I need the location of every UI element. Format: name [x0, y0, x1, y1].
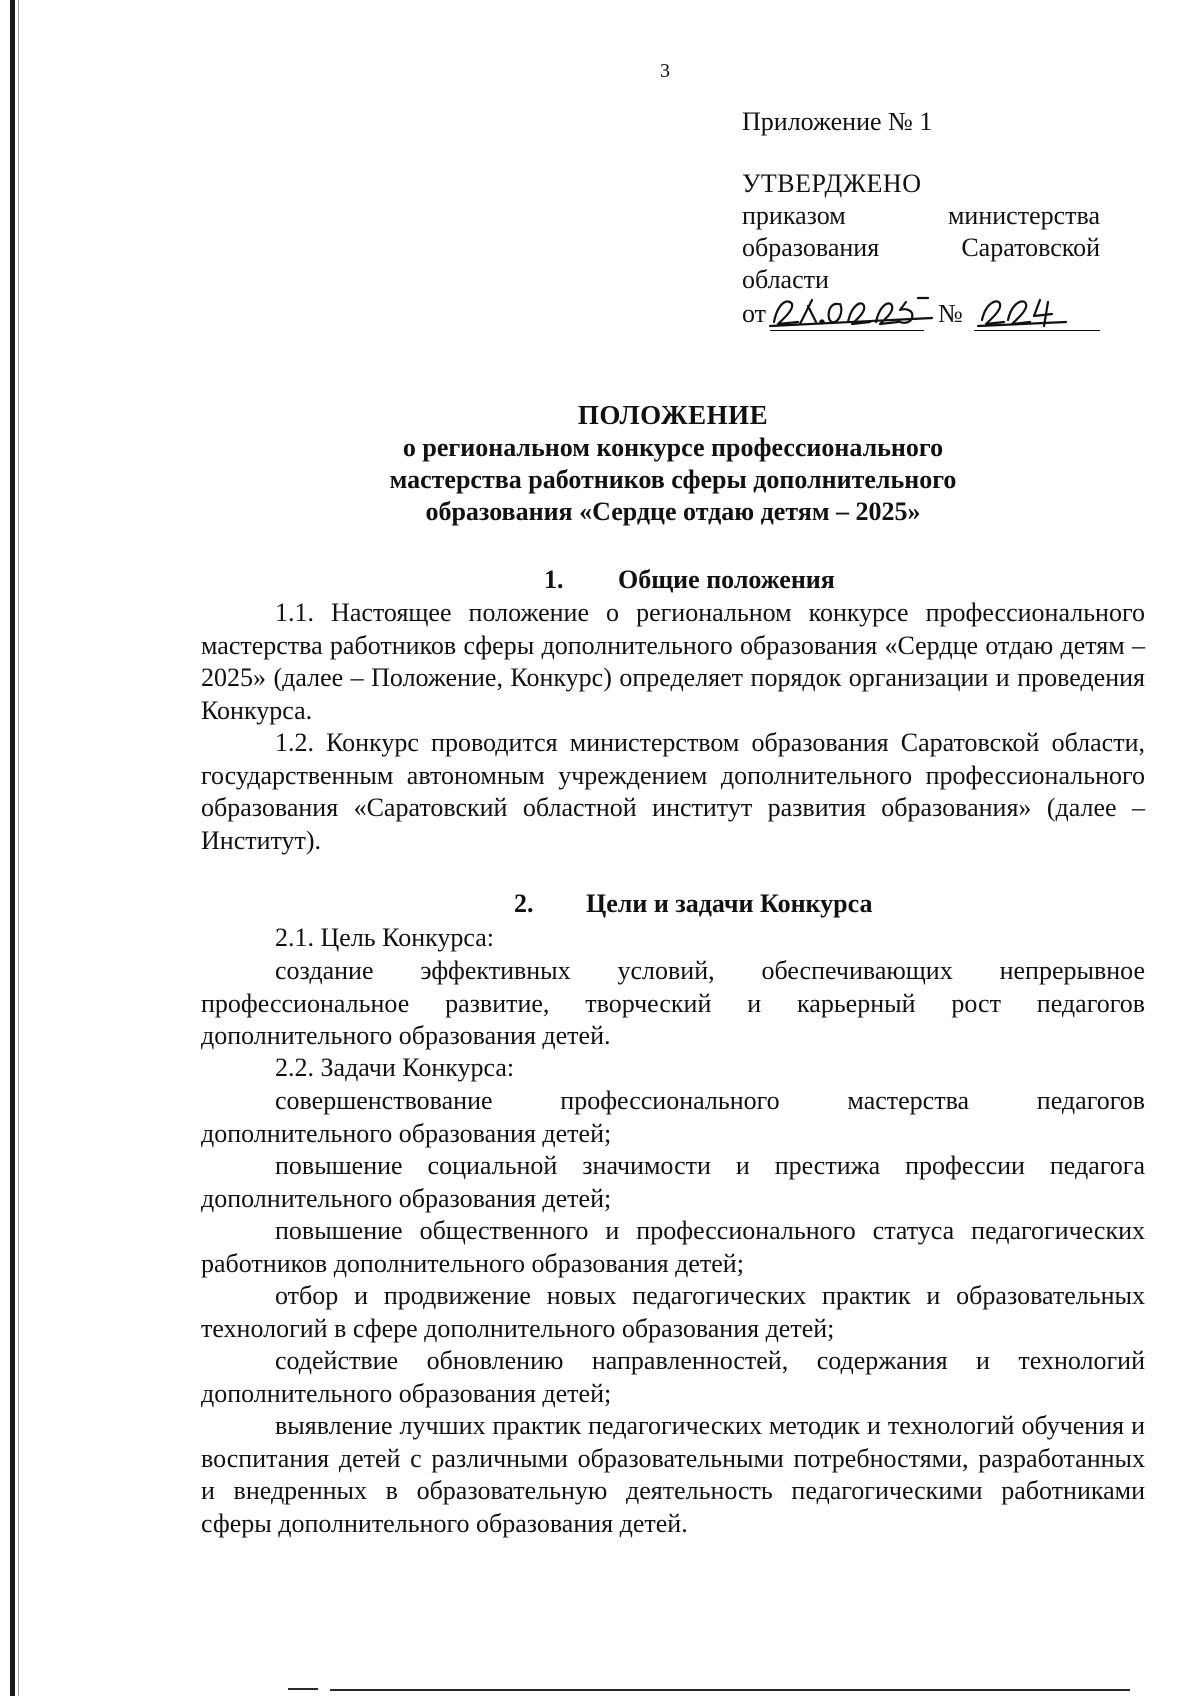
section-title: Общие положения	[618, 565, 835, 594]
paragraph: 1.2. Конкурс проводится министерством образования Саратовской области, государственным автономным учреждением дополнительного профессионального образования «Саратовский областной институт развития образования» (далее – Институт).	[201, 728, 1145, 855]
scan-edge-line	[18, 0, 19, 1696]
order-line: приказом министерства	[742, 201, 1100, 230]
title-line: образования «Сердце отдаю детям – 2025»	[425, 497, 921, 526]
order-line: образования Саратовской	[742, 233, 1100, 262]
title-line: о региональном конкурсе профессионального	[402, 433, 944, 462]
order-line: области	[742, 265, 829, 294]
paragraph: повышение общественного и профессионального статуса педагогических работников дополнительного образования детей;	[201, 1216, 1145, 1278]
handwritten-number	[976, 292, 1072, 332]
number-sign: №	[938, 299, 963, 328]
paragraph: 2.1. Цель Конкурса:	[275, 923, 494, 952]
paragraph: 1.1. Настоящее положение о региональном конкурсе профессионального мастерства работников сферы дополнительного образования «Сердце отдаю детям – 2025» (далее – Положение, Конкурс) определяет порядок организации и проведения Конкурса.	[201, 598, 1145, 725]
section-title: Цели и задачи Конкурса	[586, 889, 873, 918]
scan-bottom-line	[330, 1689, 1130, 1691]
paragraph: выявление лучших практик педагогических методик и технологий обучения и воспитания детей с различными образовательными потребностями, разработанных и внедренных в образовательную деятельность педагогическими работниками сферы дополнительного образования детей.	[201, 1411, 1145, 1538]
scan-bottom-mark	[288, 1688, 318, 1690]
appendix-label: Приложение № 1	[742, 107, 933, 136]
title-line: мастерства работников сферы дополнительного	[389, 465, 957, 494]
date-prefix: от	[742, 299, 767, 328]
order-date-line	[742, 298, 1100, 334]
approval-block	[742, 106, 1100, 334]
section-number: 1.	[544, 565, 564, 594]
document-title	[200, 398, 1146, 528]
page-number: 3	[660, 60, 670, 82]
section-number: 2.	[514, 889, 534, 918]
scan-edge	[10, 0, 15, 1696]
paragraph: 2.2. Задачи Конкурса:	[275, 1053, 515, 1082]
title-main: ПОЛОЖЕНИЕ	[577, 400, 769, 430]
paragraph: повышение социальной значимости и престижа профессии педагога дополнительного образования детей;	[201, 1151, 1145, 1213]
paragraph: создание эффективных условий, обеспечивающих непрерывное профессиональное развитие, творческий и карьерный рост педагогов дополнительного образования детей.	[201, 956, 1145, 1050]
approved-label: УТВЕРДЖЕНО	[742, 169, 922, 198]
paragraph: отбор и продвижение новых педагогических практик и образовательных технологий в сфере дополнительного образования детей;	[201, 1281, 1145, 1343]
paragraph: совершенствование профессионального мастерства педагогов дополнительного образования детей;	[201, 1086, 1145, 1148]
paragraph: содействие обновлению направленностей, содержания и технологий дополнительного образования детей;	[201, 1346, 1145, 1408]
handwritten-date	[768, 292, 934, 332]
